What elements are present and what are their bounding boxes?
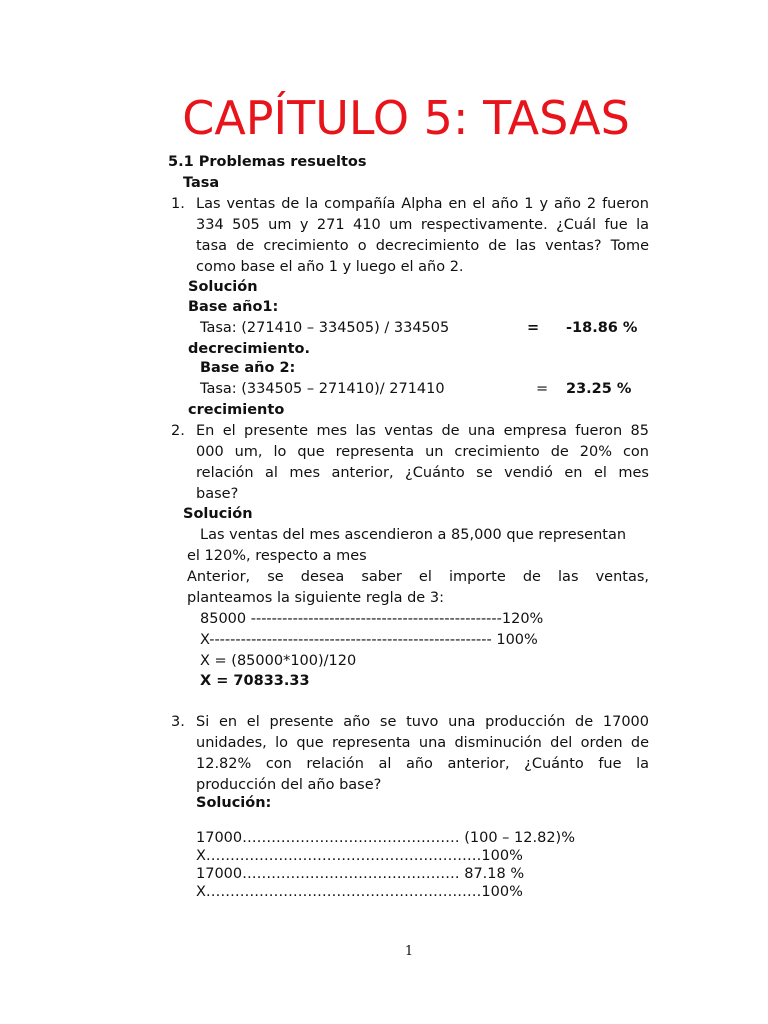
- problem-3-line: 12.82% con relación al año anterior, ¿Cuánto fue la: [196, 756, 649, 772]
- problem-2-solution-line: el 120%, respecto a mes: [187, 548, 367, 564]
- base-2-label: Base año 2:: [200, 360, 296, 376]
- base-2-equals: =: [536, 381, 549, 397]
- base-2-formula: Tasa: (334505 – 271410)/ 271410: [200, 381, 445, 397]
- problem-1-line: 334 505 um y 271 410 um respectivamente. ¿Cuál fue la: [196, 217, 649, 233]
- rule-of-three-line: X = (85000*100)/120: [200, 653, 357, 669]
- base-2-result: 23.25 %: [566, 381, 632, 397]
- base-1-word: decrecimiento.: [188, 341, 310, 357]
- base-1-label: Base año1:: [188, 299, 279, 315]
- base-1-result: -18.86 %: [566, 320, 638, 336]
- rule-of-three-line: 85000 ------------------------------------------------120%: [200, 611, 544, 627]
- problem-2-answer: X = 70833.33: [200, 673, 310, 689]
- page-number: 1: [404, 944, 414, 959]
- base-1-equals: =: [527, 320, 540, 336]
- problem-2-solution-line: planteamos la siguiente regla de 3:: [187, 590, 444, 606]
- section-subheading: Tasa: [183, 175, 220, 191]
- problem-2-line: En el presente mes las ventas de una empresa fueron 85: [196, 423, 649, 439]
- problem-3-rule-line: 17000……………………………………… 87.18 %: [196, 866, 525, 882]
- problem-1-line: Las ventas de la compañía Alpha en el año 1 y año 2 fueron: [196, 196, 649, 212]
- problem-3-line: Si en el presente año se tuvo una producción de 17000: [196, 714, 649, 730]
- rule-of-three-line: X------------------------------------------------------ 100%: [200, 632, 538, 648]
- section-heading: 5.1 Problemas resueltos: [168, 154, 367, 170]
- problem-3-rule-line: X…………………………………………………100%: [196, 848, 523, 864]
- problem-2-solution-line: Las ventas del mes ascendieron a 85,000 que representan: [200, 527, 627, 543]
- problem-1-line: tasa de crecimiento o decrecimiento de las ventas? Tome: [196, 238, 649, 254]
- page-title: CAPÍTULO 5: TASAS: [182, 91, 630, 145]
- problem-2-number: 2.: [171, 423, 185, 439]
- problem-3-rule-line: X…………………………………………………100%: [196, 884, 523, 900]
- problem-3-number: 3.: [171, 714, 185, 730]
- problem-2-line: base?: [196, 486, 239, 502]
- problem-2-line: 000 um, lo que representa un crecimiento de 20% con: [196, 444, 649, 460]
- base-1-formula: Tasa: (271410 – 334505) / 334505: [200, 320, 450, 336]
- problem-3-solution-label: Solución:: [196, 795, 272, 811]
- problem-1-solution-label: Solución: [188, 279, 258, 295]
- problem-3-line: producción del año base?: [196, 777, 382, 793]
- problem-1-line: como base el año 1 y luego el año 2.: [196, 259, 464, 275]
- base-2-word: crecimiento: [188, 402, 285, 418]
- problem-2-line: relación al mes anterior, ¿Cuánto se vendió en el mes: [196, 465, 649, 481]
- problem-1-number: 1.: [171, 196, 185, 212]
- problem-2-solution-label: Solución: [183, 506, 253, 522]
- problem-2-solution-line: Anterior, se desea saber el importe de las ventas,: [187, 569, 649, 585]
- problem-3-line: unidades, lo que representa una disminución del orden de: [196, 735, 649, 751]
- problem-3-rule-line: 17000……………………………………… (100 – 12.82)%: [196, 830, 575, 846]
